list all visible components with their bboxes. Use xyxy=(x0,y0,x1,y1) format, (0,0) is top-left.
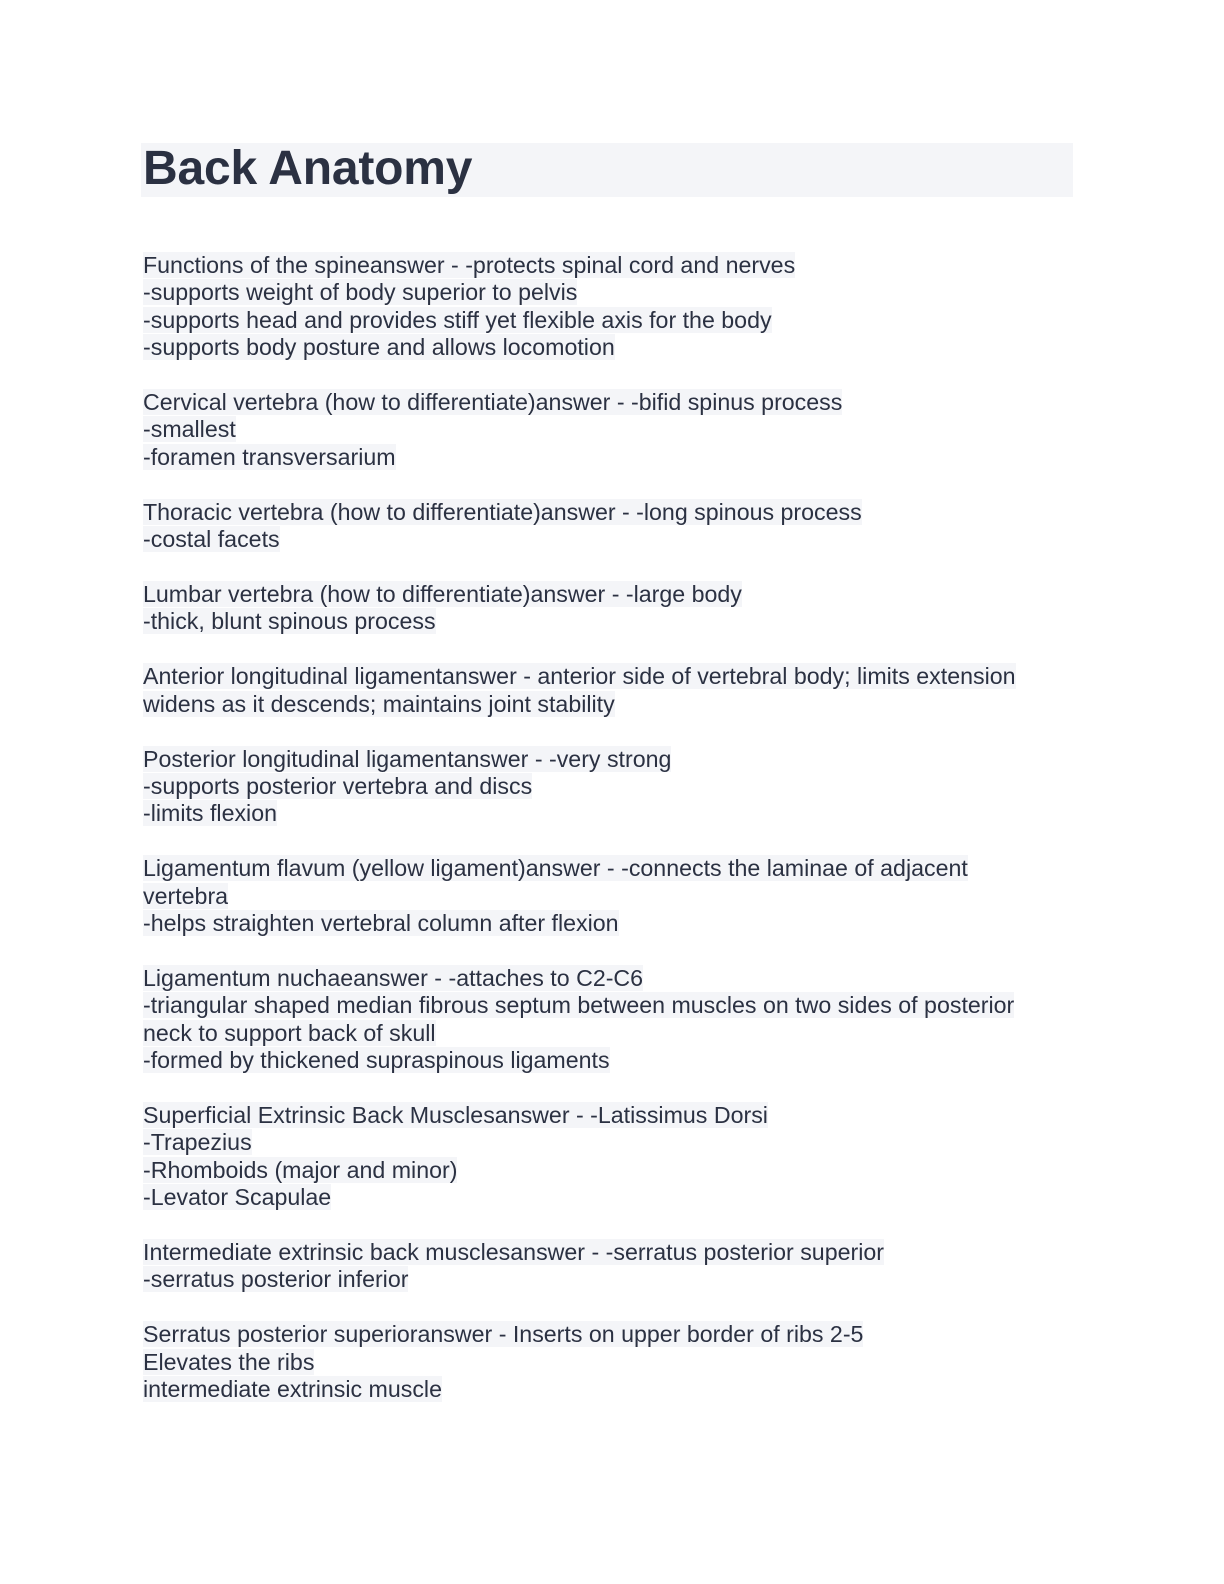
flashcard-answer-line xyxy=(143,1349,1073,1376)
flashcard-answer-line xyxy=(143,1184,1073,1211)
line-text: Anterior longitudinal ligamentanswer - anterior side of vertebral body; limits extension xyxy=(143,663,1016,690)
line-text: intermediate extrinsic muscle xyxy=(143,1376,442,1403)
line-text: -Rhomboids (major and minor) xyxy=(143,1156,458,1183)
flashcard-answer-line xyxy=(143,1020,1073,1047)
line-text: -serratus posterior inferior xyxy=(143,1266,409,1293)
line-text: -supports weight of body superior to pelvis xyxy=(143,279,578,306)
flashcard-answer-line xyxy=(143,1157,1073,1184)
flashcard-answer-line xyxy=(143,526,1073,553)
flashcard-question-line xyxy=(143,581,1073,608)
line-text: -Levator Scapulae xyxy=(143,1184,332,1211)
flashcard-answer-line xyxy=(143,608,1073,635)
flashcard-answer-line xyxy=(143,992,1073,1019)
flashcard-entry xyxy=(143,581,1073,636)
line-text: neck to support back of skull xyxy=(143,1019,436,1046)
flashcard-question-line xyxy=(143,965,1073,992)
flashcard-answer-line xyxy=(143,773,1073,800)
flashcard-question-line xyxy=(143,663,1073,690)
flashcard-answer-line xyxy=(143,910,1073,937)
flashcard-answer-line xyxy=(143,1266,1073,1293)
flashcard-question-line xyxy=(143,1321,1073,1348)
flashcard-question-line xyxy=(143,1239,1073,1266)
line-text: -thick, blunt spinous process xyxy=(143,608,436,635)
line-text: Thoracic vertebra (how to differentiate)answer - -long spinous process xyxy=(143,498,862,525)
line-text: Lumbar vertebra (how to differentiate)answer - -large body xyxy=(143,581,742,608)
flashcard-answer-line xyxy=(143,1376,1073,1403)
flashcard-entry xyxy=(143,965,1073,1075)
line-text: Superficial Extrinsic Back Musclesanswer - -Latissimus Dorsi xyxy=(143,1101,768,1128)
line-text: vertebra xyxy=(143,882,229,909)
flashcard-answer-line xyxy=(143,307,1073,334)
flashcard-question-line xyxy=(143,499,1073,526)
flashcard-answer-line xyxy=(143,691,1073,718)
flashcard-answer-line xyxy=(143,279,1073,306)
flashcard-entry xyxy=(143,389,1073,471)
line-text: -triangular shaped median fibrous septum between muscles on two sides of posterior xyxy=(143,992,1015,1019)
flashcard-answer-line xyxy=(143,1047,1073,1074)
flashcard-entry xyxy=(143,1102,1073,1212)
flashcard-question-line xyxy=(143,746,1073,773)
page-title: Back Anatomy xyxy=(143,142,473,195)
line-text: -helps straighten vertebral column after flexion xyxy=(143,910,619,937)
flashcard-entry xyxy=(143,252,1073,362)
line-text: -limits flexion xyxy=(143,800,277,827)
line-text: -costal facets xyxy=(143,526,280,553)
line-text: Functions of the spineanswer - -protects spinal cord and nerves xyxy=(143,252,796,278)
flashcard-entry xyxy=(143,855,1073,937)
line-text: Ligamentum nuchaeanswer - -attaches to C2-C6 xyxy=(143,964,644,991)
flashcard-answer-line xyxy=(143,800,1073,827)
line-text: Elevates the ribs xyxy=(143,1348,315,1375)
line-text: -Trapezius xyxy=(143,1129,252,1156)
flashcard-entry xyxy=(143,1321,1073,1403)
line-text: Cervical vertebra (how to differentiate)answer - -bifid spinus process xyxy=(143,389,843,416)
flashcard-question-line xyxy=(143,252,1073,279)
flashcard-answer-line xyxy=(143,444,1073,471)
line-text: widens as it descends; maintains joint stability xyxy=(143,690,615,717)
flashcard-entry xyxy=(143,1239,1073,1294)
flashcard-question-line xyxy=(143,1102,1073,1129)
line-text: Posterior longitudinal ligamentanswer - -very strong xyxy=(143,745,672,772)
flashcard-entry xyxy=(143,499,1073,554)
line-text: -supports head and provides stiff yet flexible axis for the body xyxy=(143,306,772,333)
line-text: -smallest xyxy=(143,416,236,443)
line-text: -supports body posture and allows locomotion xyxy=(143,334,615,361)
line-text: -formed by thickened supraspinous ligaments xyxy=(143,1047,610,1074)
flashcard-answer-line xyxy=(143,416,1073,443)
line-text: Ligamentum flavum (yellow ligament)answer - -connects the laminae of adjacent xyxy=(143,855,968,882)
line-text: -supports posterior vertebra and discs xyxy=(143,772,533,799)
line-text: Serratus posterior superioranswer - Inserts on upper border of ribs 2-5 xyxy=(143,1321,864,1348)
flashcard-entry xyxy=(143,663,1073,718)
line-text: Intermediate extrinsic back musclesanswer - -serratus posterior superior xyxy=(143,1239,884,1266)
line-text: -foramen transversarium xyxy=(143,443,396,470)
flashcard-answer-line xyxy=(143,334,1073,361)
flashcard-answer-line xyxy=(143,883,1073,910)
flashcard-question-line xyxy=(143,389,1073,416)
flashcard-entry xyxy=(143,746,1073,828)
flashcard-answer-line xyxy=(143,1129,1073,1156)
flashcard-question-line xyxy=(143,855,1073,882)
flashcard-list xyxy=(143,252,1073,1431)
